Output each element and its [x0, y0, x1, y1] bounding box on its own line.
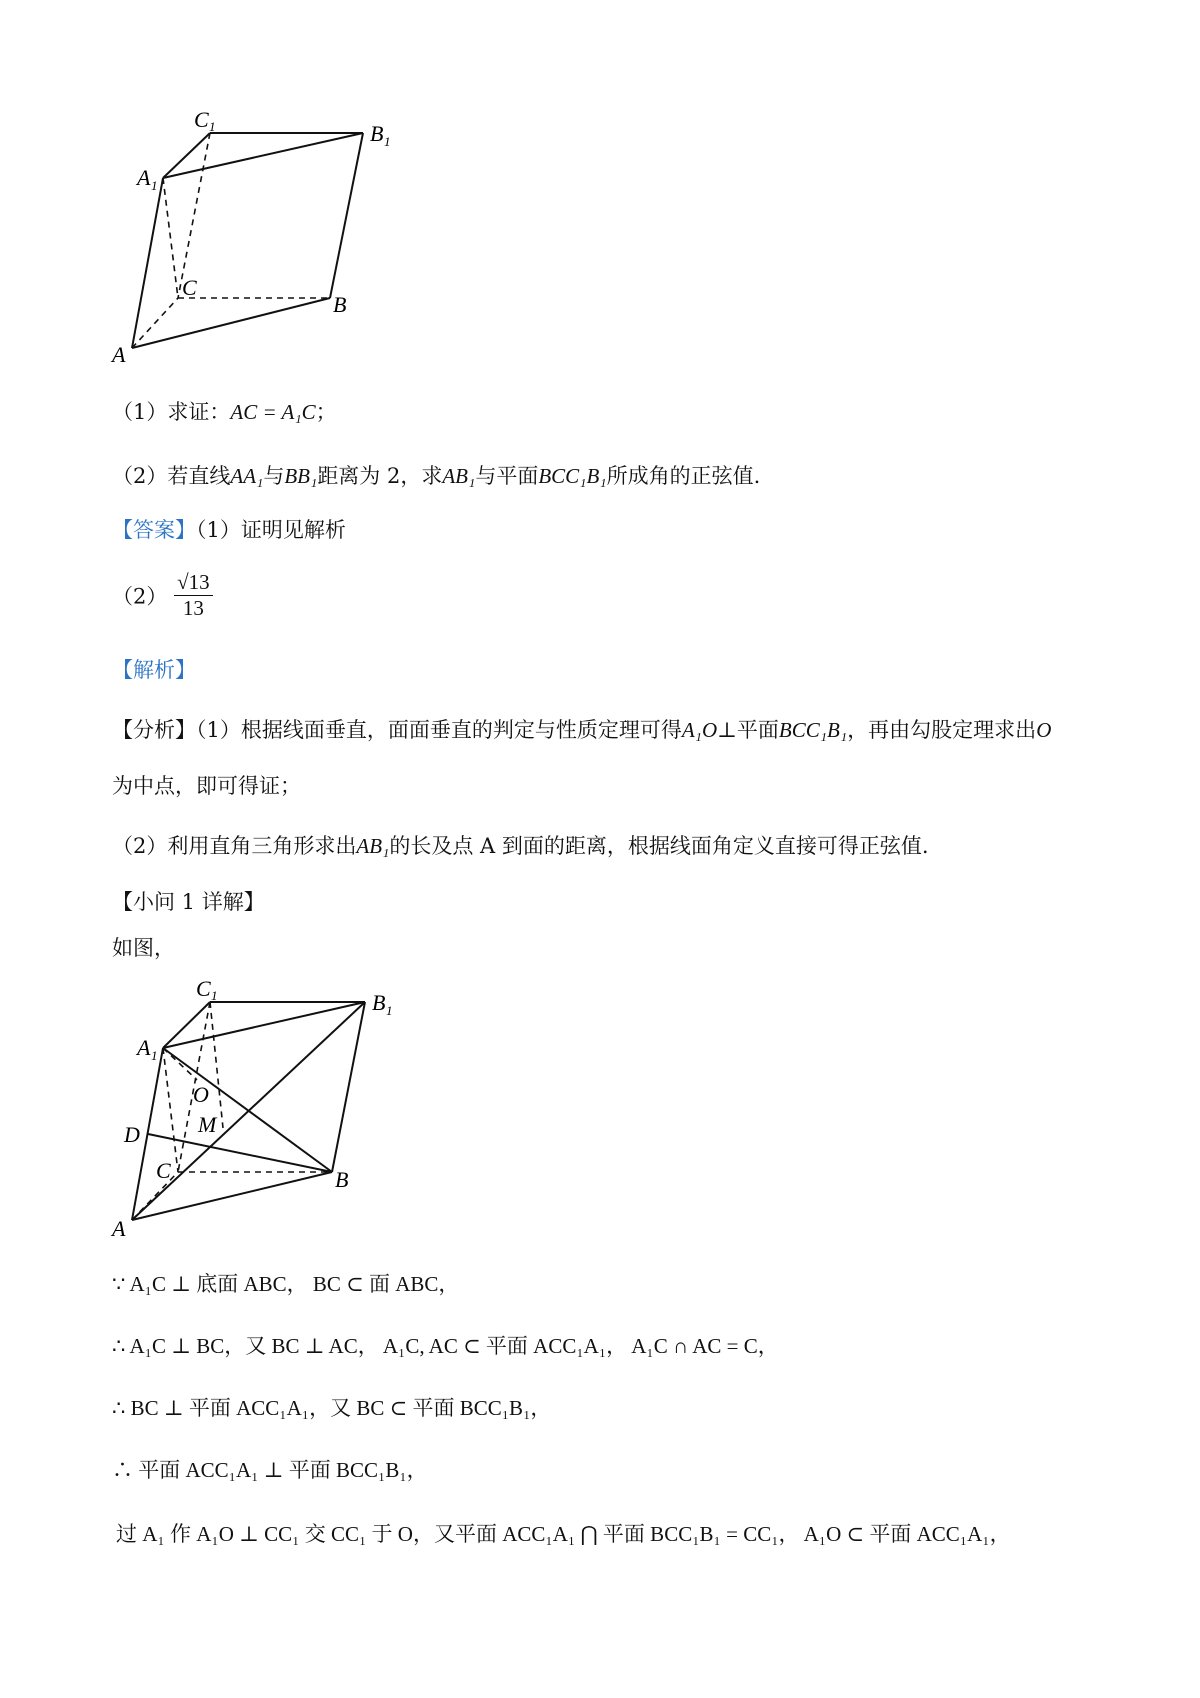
analysis-math-a1o: A₁O — [681, 718, 718, 742]
answer-line-1 — [112, 514, 346, 544]
proof-line-5: 过 A₁ 作 A₁O ⊥ CC₁ 交 CC₁ 于 O，又平面 ACC₁A₁ ⋂ 平面 BCC₁B₁ = CC₁， A₁O ⊂ 平面 ACC₁A₁， — [116, 1522, 1011, 1546]
q2-plane: BCC₁B₁ — [538, 464, 607, 488]
q2-text-4: 所成角的正弦值. — [606, 464, 761, 488]
analysis-math-plane: BCC₁B₁ — [778, 718, 848, 742]
proof-line-1: ∵ A₁C ⊥ 底面 ABC， BC ⊂ 面 ABC， — [112, 1272, 460, 1296]
q2-text-2: 距离为 2，求 — [317, 464, 443, 488]
detail-rutu: 如图， — [112, 936, 175, 960]
analysis-text-a: （1）根据线面垂直，面面垂直的判定与性质定理可得 — [196, 718, 682, 742]
label-A1: A — [137, 165, 151, 190]
fig2-label-B1: B — [372, 990, 386, 1015]
q2-line-ab1: AB₁ — [442, 464, 476, 488]
fig2-label-A1: A — [137, 1035, 151, 1060]
analysis-math-ab1: AB₁ — [356, 834, 390, 858]
answer-1: （1）证明见解析 — [196, 518, 346, 542]
proof-line-4: ∴ 平面 ACC₁A₁ ⊥ 平面 BCC₁B₁， — [112, 1458, 428, 1482]
analysis-text-e: 的长及点 A 到面的距离，根据线面角定义直接可得正弦值. — [389, 834, 929, 858]
answer-2-fraction — [174, 570, 213, 621]
answer-2-prefix: （2） — [112, 584, 168, 609]
proof-line-2: ∴ A₁C ⊥ BC，又 BC ⊥ AC， A₁C, AC ⊂ 平面 ACC₁A₁， A₁C ∩ AC = C， — [112, 1334, 779, 1358]
fig2-label-C: C — [156, 1158, 171, 1183]
analysis-text-c: ，再由勾股定理求出 — [847, 718, 1037, 742]
fig2-label-A1-sub: 1 — [151, 1048, 158, 1063]
q1-math: AC = A₁C — [230, 400, 316, 424]
analysis-math-o: O — [1036, 718, 1052, 742]
label-B: B — [333, 292, 347, 317]
fig2-label-M: M — [198, 1112, 217, 1137]
fig2-label-C1-sub: 1 — [211, 988, 218, 1003]
fig2-label-B: B — [335, 1167, 349, 1192]
answer-line-2 — [112, 570, 213, 621]
fig2-label-A: A — [112, 1216, 126, 1240]
answer-tag: 【答案】 — [112, 518, 196, 542]
fig2-label-D: D — [124, 1122, 140, 1147]
label-B1: B — [370, 121, 384, 146]
analysis-text-b: ⊥平面 — [717, 718, 779, 742]
label-B1-sub: 1 — [384, 134, 391, 149]
question-1 — [112, 396, 337, 426]
analysis-line-3 — [112, 830, 929, 860]
label-C1: C — [194, 107, 209, 132]
analysis-text-d: （2）利用直角三角形求出 — [112, 834, 357, 858]
analysis-subtag: 【分析】 — [112, 718, 196, 742]
q2-text-3: 与平面 — [475, 464, 539, 488]
q2-line-bb1: BB₁ — [284, 464, 318, 488]
analysis-tag: 【解析】 — [112, 658, 196, 682]
q1-suffix: ； — [315, 400, 337, 424]
analysis-line-2: 为中点，即可得证； — [112, 774, 301, 798]
answer-2-numerator: √13 — [174, 570, 213, 596]
answer-2-denominator: 13 — [182, 596, 204, 620]
label-C1-sub: 1 — [209, 119, 216, 134]
label-A1-sub: 1 — [151, 178, 158, 193]
prism-figure-2 — [100, 960, 410, 1240]
prism-figure-1 — [100, 95, 400, 365]
q2-line-aa1: AA₁ — [230, 464, 264, 488]
question-2 — [112, 460, 760, 490]
q1-prefix: （1）求证： — [112, 400, 231, 424]
proof-line-3: ∴ BC ⊥ 平面 ACC₁A₁，又 BC ⊂ 平面 BCC₁B₁， — [112, 1396, 552, 1420]
q2-text-1: 与 — [263, 464, 285, 488]
analysis-line-1 — [112, 714, 1051, 744]
fig2-label-C1: C — [196, 976, 211, 1001]
label-A: A — [112, 342, 126, 365]
detail-tag: 【小问 1 详解】 — [112, 890, 265, 914]
q2-prefix: （2）若直线 — [112, 464, 231, 488]
fig2-label-B1-sub: 1 — [386, 1003, 393, 1018]
label-C: C — [182, 275, 197, 300]
fig2-label-O: O — [193, 1082, 209, 1107]
